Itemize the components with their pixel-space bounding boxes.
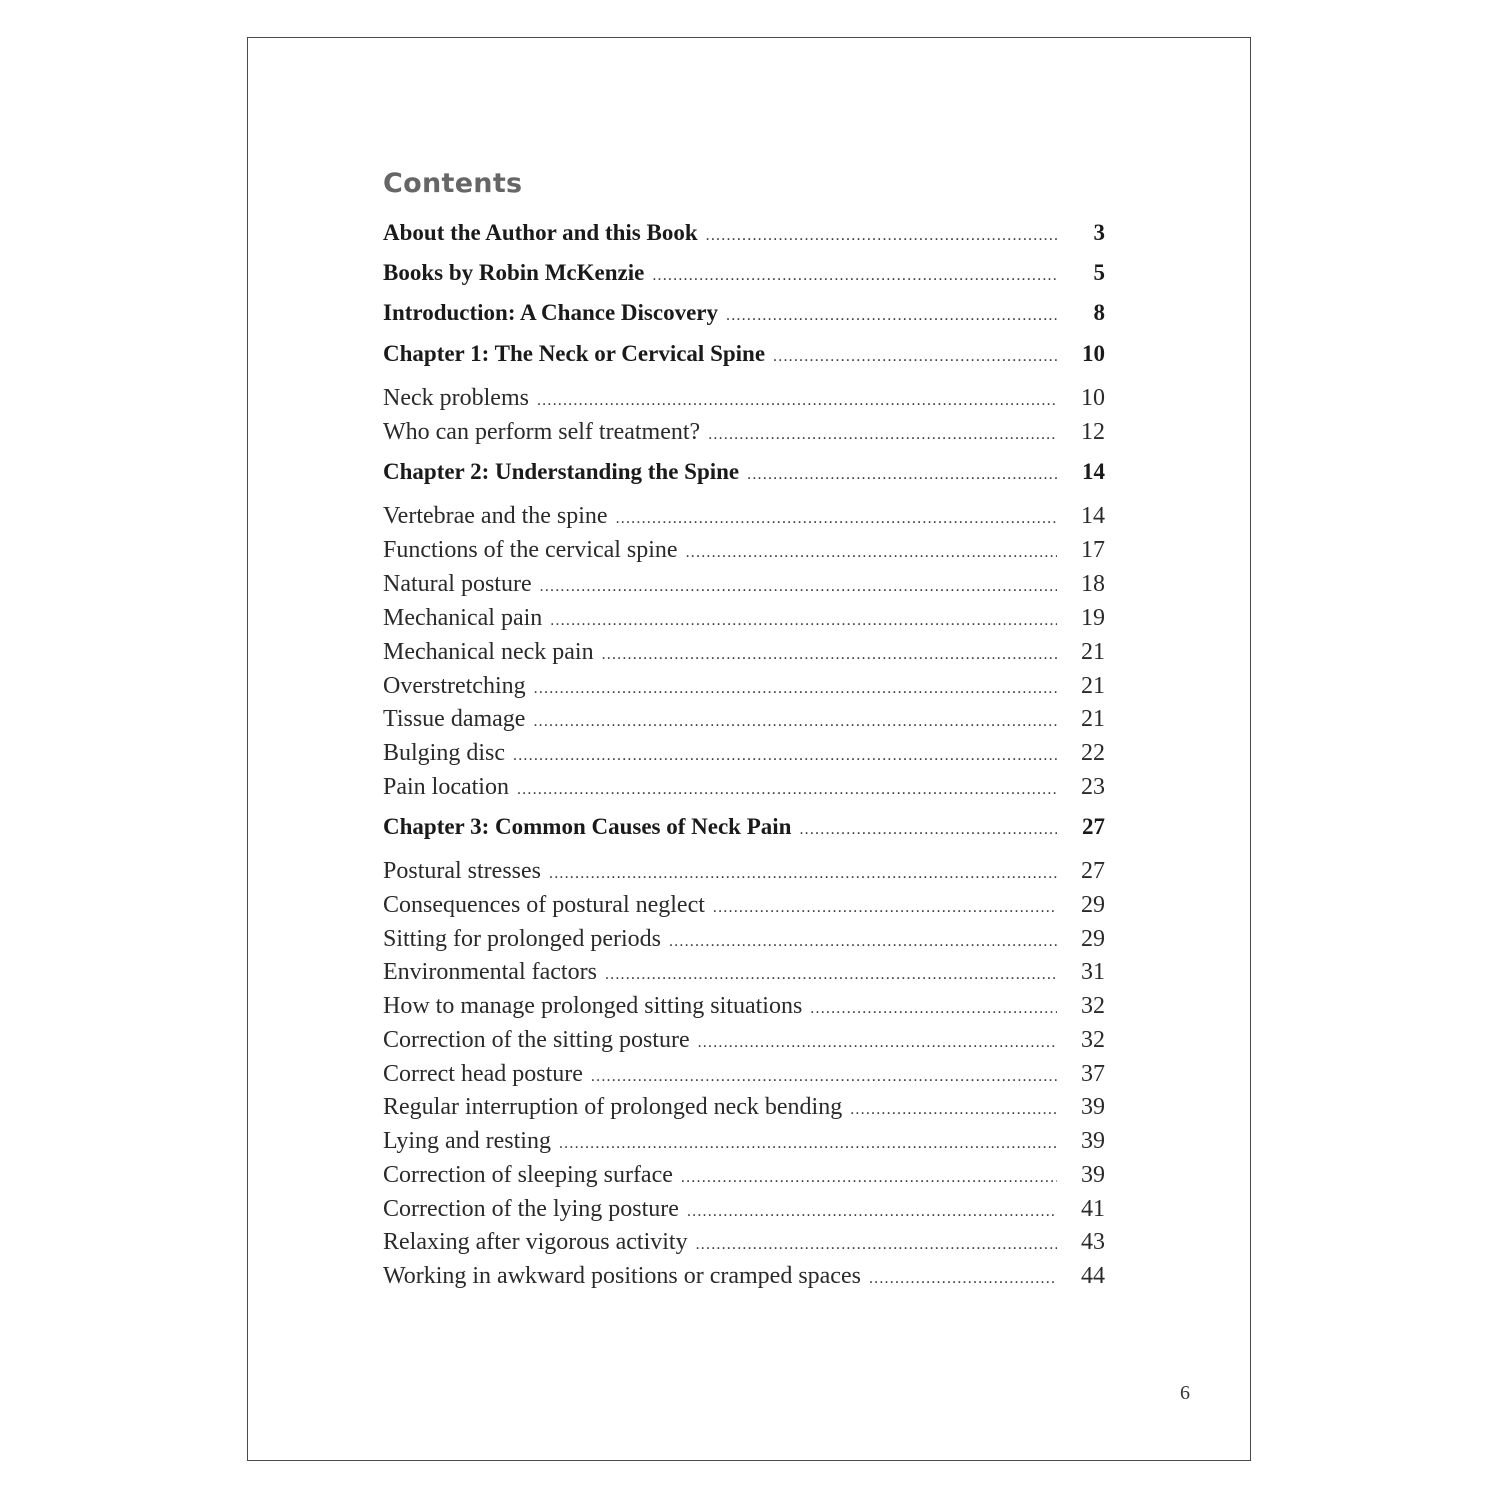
dot-leader: [550, 604, 1057, 638]
dot-leader: [591, 1060, 1057, 1094]
toc-entry-title: Who can perform self treatment?: [383, 419, 701, 445]
toc-entry-title: Lying and resting: [383, 1128, 551, 1154]
toc-entry-page: 22: [1081, 740, 1105, 766]
toc-section-entry: [383, 635, 1105, 669]
toc-entry-page: 43: [1081, 1229, 1105, 1255]
toc-section-entry: [383, 702, 1105, 736]
dot-leader: [605, 958, 1057, 992]
dot-leader: [652, 259, 1057, 293]
dot-leader: [686, 536, 1057, 570]
toc-entry-title: Introduction: A Chance Discovery: [383, 300, 718, 325]
toc-section-entry: [383, 1057, 1105, 1091]
toc-entry-page: 17: [1081, 537, 1105, 563]
toc-entry-page: 41: [1081, 1196, 1105, 1222]
toc-chapter-entry: [383, 810, 1105, 844]
toc-entry-title: Correction of sleeping surface: [383, 1162, 673, 1188]
toc-chapter-entry: [383, 216, 1105, 250]
toc-chapter-entry: [383, 337, 1105, 371]
toc-entry-title: Correct head posture: [383, 1061, 583, 1087]
toc-section-entry: [383, 415, 1105, 449]
toc-entry-title: Regular interruption of prolonged neck bending: [383, 1094, 843, 1120]
toc-section-entry: [383, 533, 1105, 567]
toc-section-entry: [383, 1124, 1105, 1158]
toc-entry-page: 5: [1093, 260, 1105, 285]
toc-entry-title: Correction of the sitting posture: [383, 1027, 690, 1053]
dot-leader: [559, 1127, 1057, 1161]
toc-section-entry: [383, 854, 1105, 888]
toc-entry-title: How to manage prolonged sitting situations: [383, 993, 803, 1019]
dot-leader: [669, 925, 1057, 959]
toc-entry-title: Postural stresses: [383, 858, 541, 884]
dot-leader: [708, 418, 1057, 452]
toc-entry-title: Sitting for prolonged periods: [383, 926, 661, 952]
toc-section-entry: [383, 1192, 1105, 1226]
toc-entry-page: 18: [1081, 571, 1105, 597]
toc-entry-page: 39: [1081, 1128, 1105, 1154]
toc-entry-title: Overstretching: [383, 673, 526, 699]
dot-leader: [726, 299, 1057, 333]
toc-section-entry: [383, 669, 1105, 703]
toc-section-entry: [383, 1158, 1105, 1192]
dot-leader: [869, 1262, 1057, 1296]
dot-leader: [537, 384, 1057, 418]
toc-entry-title: Functions of the cervical spine: [383, 537, 678, 563]
toc-entry-title: Tissue damage: [383, 706, 526, 732]
toc-chapter-entry: [383, 455, 1105, 489]
contents-heading: Contents: [383, 168, 523, 199]
toc-entry-page: 39: [1081, 1162, 1105, 1188]
toc-entry-page: 14: [1082, 459, 1105, 484]
toc-entry-title: About the Author and this Book: [383, 220, 698, 245]
toc-section-entry: [383, 736, 1105, 770]
toc-section-entry: [383, 922, 1105, 956]
dot-leader: [713, 891, 1057, 925]
dot-leader: [850, 1093, 1057, 1127]
toc-section-entry: [383, 381, 1105, 415]
dot-leader: [706, 219, 1057, 253]
toc-entry-page: 32: [1081, 993, 1105, 1019]
toc-entry-page: 31: [1081, 959, 1105, 985]
dot-leader: [696, 1228, 1057, 1262]
dot-leader: [698, 1026, 1057, 1060]
toc-entry-title: Working in awkward positions or cramped spaces: [383, 1263, 861, 1289]
toc-entry-page: 8: [1093, 300, 1105, 325]
toc-entry-page: 29: [1081, 892, 1105, 918]
toc-section-entry: [383, 601, 1105, 635]
toc-entry-page: 37: [1081, 1061, 1105, 1087]
toc-section-entry: [383, 989, 1105, 1023]
toc-entry-page: 23: [1081, 774, 1105, 800]
dot-leader: [513, 739, 1057, 773]
toc-entry-title: Chapter 3: Common Causes of Neck Pain: [383, 814, 792, 839]
toc-entry-title: Environmental factors: [383, 959, 597, 985]
toc-entry-page: 21: [1081, 706, 1105, 732]
dot-leader: [681, 1161, 1057, 1195]
toc-section-entry: [383, 1259, 1105, 1293]
dot-leader: [773, 340, 1057, 374]
toc-entry-title: Bulging disc: [383, 740, 506, 766]
toc-entry-title: Mechanical neck pain: [383, 639, 594, 665]
toc-section-entry: [383, 770, 1105, 804]
toc-entry-title: Vertebrae and the spine: [383, 503, 608, 529]
toc-entry-title: Relaxing after vigorous activity: [383, 1229, 688, 1255]
toc-entry-title: Neck problems: [383, 385, 529, 411]
dot-leader: [687, 1195, 1057, 1229]
toc-section-entry: [383, 499, 1105, 533]
toc-entry-title: Pain location: [383, 774, 509, 800]
dot-leader: [517, 773, 1057, 807]
toc-chapter-entry: [383, 256, 1105, 290]
toc-entry-title: Mechanical pain: [383, 605, 543, 631]
toc-entry-page: 44: [1081, 1263, 1105, 1289]
toc-entry-title: Chapter 2: Understanding the Spine: [383, 459, 740, 484]
toc-entry-page: 29: [1081, 926, 1105, 952]
table-of-contents: [383, 0, 1105, 1500]
dot-leader: [534, 672, 1057, 706]
toc-entry-page: 14: [1081, 503, 1105, 529]
dot-leader: [549, 857, 1057, 891]
toc-entry-page: 21: [1081, 639, 1105, 665]
toc-entry-page: 27: [1081, 858, 1105, 884]
toc-entry-page: 19: [1081, 605, 1105, 631]
dot-leader: [533, 705, 1057, 739]
toc-entry-page: 3: [1093, 220, 1105, 245]
page-number: 6: [1180, 1382, 1190, 1404]
toc-chapter-entry: [383, 296, 1105, 330]
dot-leader: [540, 570, 1057, 604]
dot-leader: [799, 813, 1057, 847]
dot-leader: [747, 458, 1057, 492]
toc-entry-title: Chapter 1: The Neck or Cervical Spine: [383, 341, 766, 366]
toc-entry-title: Correction of the lying posture: [383, 1196, 679, 1222]
toc-entry-title: Consequences of postural neglect: [383, 892, 705, 918]
toc-entry-title: Books by Robin McKenzie: [383, 260, 645, 285]
toc-entry-page: 10: [1081, 385, 1105, 411]
toc-section-entry: [383, 1225, 1105, 1259]
toc-entry-page: 32: [1081, 1027, 1105, 1053]
toc-section-entry: [383, 567, 1105, 601]
toc-entry-page: 21: [1081, 673, 1105, 699]
toc-section-entry: [383, 1090, 1105, 1124]
toc-section-entry: [383, 1023, 1105, 1057]
toc-entry-title: Natural posture: [383, 571, 532, 597]
toc-entry-page: 12: [1081, 419, 1105, 445]
toc-entry-page: 39: [1081, 1094, 1105, 1120]
toc-entry-page: 10: [1082, 341, 1105, 366]
dot-leader: [602, 638, 1057, 672]
toc-section-entry: [383, 888, 1105, 922]
toc-section-entry: [383, 955, 1105, 989]
dot-leader: [810, 992, 1057, 1026]
dot-leader: [616, 502, 1057, 536]
toc-entry-page: 27: [1082, 814, 1105, 839]
